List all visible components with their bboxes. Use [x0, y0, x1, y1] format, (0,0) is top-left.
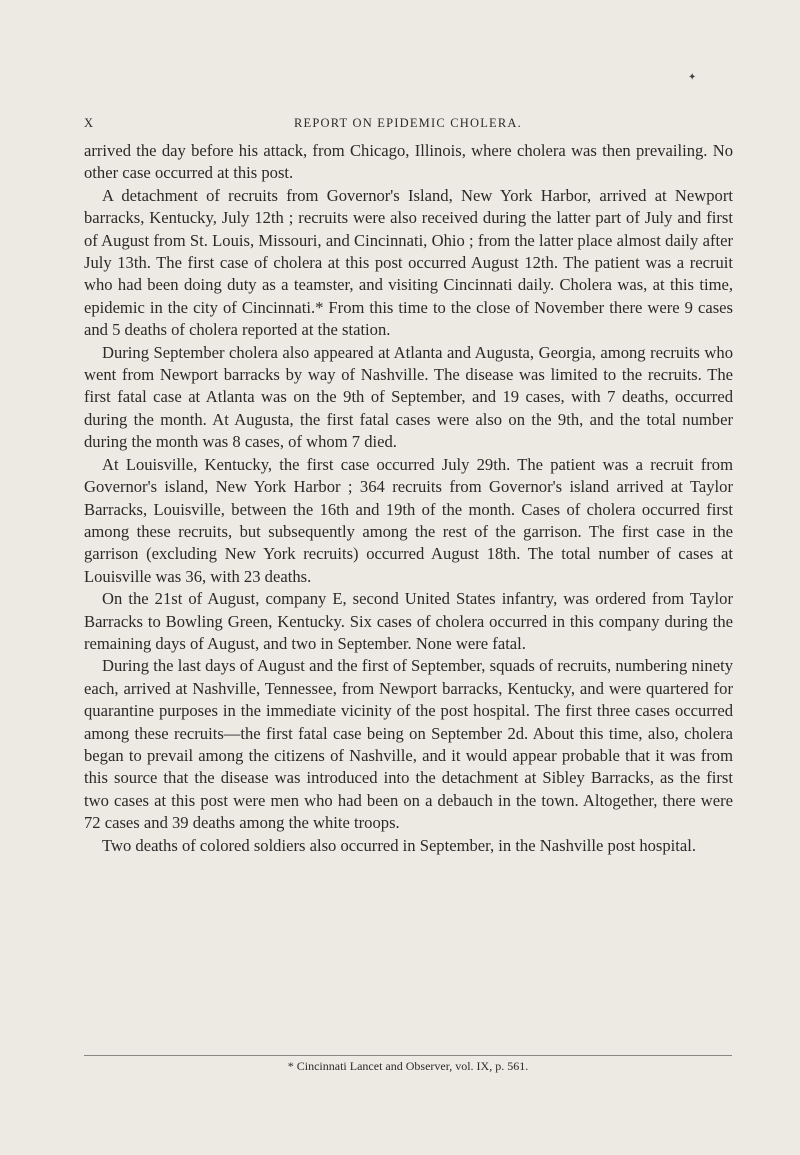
body-text	[84, 140, 733, 857]
paragraph: At Louisville, Kentucky, the first case occurred July 29th. The patient was a recruit from Governor's island, New York Harbor ; 364 recruits from Governor's island arrived at Taylor Barracks, Louisville, between the 16th and 19th of the month. Cases of cholera occurred first among these recruits, but subsequently among the rest of the garrison. The first case in the garrison (excluding New York recruits) occurred August 18th. The total number of cases at Louisville was 36, with 23 deaths.	[84, 454, 733, 586]
footnote: * Cincinnati Lancet and Observer, vol. IX, p. 561.	[287, 1059, 529, 1073]
page-number: X	[84, 116, 95, 130]
paragraph: During September cholera also appeared at Atlanta and Augusta, Georgia, among recruits who went from Newport barracks by way of Nashville. The disease was limited to the recruits. The first fatal case at Atlanta was on the 9th of September, and 19 cases, with 7 deaths, occurred during the month. At Augusta, the first fatal cases were also on the 9th, and the total number during the month was 8 cases, of whom 7 died.	[84, 342, 733, 452]
paragraph: A detachment of recruits from Governor's Island, New York Harbor, arrived at Newport barracks, Kentucky, July 12th ; recruits were also received during the latter part of July and first of August from St. Louis, Missouri, and Cincinnati, Ohio ; from the latter place almost daily after July 13th. The first case of cholera at this post occurred August 12th. The patient was a recruit who had been doing duty as a teamster, and visiting Cincinnati daily. Cholera was, at this time, epidemic in the city of Cincinnati.* From this time to the close of November there were 9 cases and 5 deaths of cholera reported at the station.	[84, 185, 733, 340]
page-header	[84, 116, 732, 136]
paragraph: On the 21st of August, company E, second United States infantry, was ordered from Taylor Barracks to Bowling Green, Kentucky. Six cases of cholera occurred in this company during the remaining days of August, and two in September. None were fatal.	[84, 589, 733, 653]
paragraph: arrived the day before his attack, from Chicago, Illinois, where cholera was then prevailing. No other case occurred at this post.	[84, 141, 733, 183]
running-title: REPORT ON EPIDEMIC CHOLERA.	[294, 116, 522, 130]
paragraph: During the last days of August and the first of September, squads of recruits, numbering ninety each, arrived at Nashville, Tennessee, from Newport barracks, Kentucky, and were quartered for quarantine purposes in the immediate vicinity of the post hospital. The first three cases occurred among these recruits—the first fatal case being on September 2d. About this time, also, cholera began to prevail among the citizens of Nashville, and it would appear probable that it was from this source that the disease was introduced into the detachment at Sibley Barracks, as the first two cases at this post were men who had been on a debauch in the town. Altogether, there were 72 cases and 39 deaths among the white troops.	[84, 656, 733, 833]
paragraph: Two deaths of colored soldiers also occurred in September, in the Nashville post hospital.	[102, 835, 697, 855]
footnote-divider	[84, 1055, 732, 1056]
decorative-mark-icon: ✦	[688, 72, 697, 83]
